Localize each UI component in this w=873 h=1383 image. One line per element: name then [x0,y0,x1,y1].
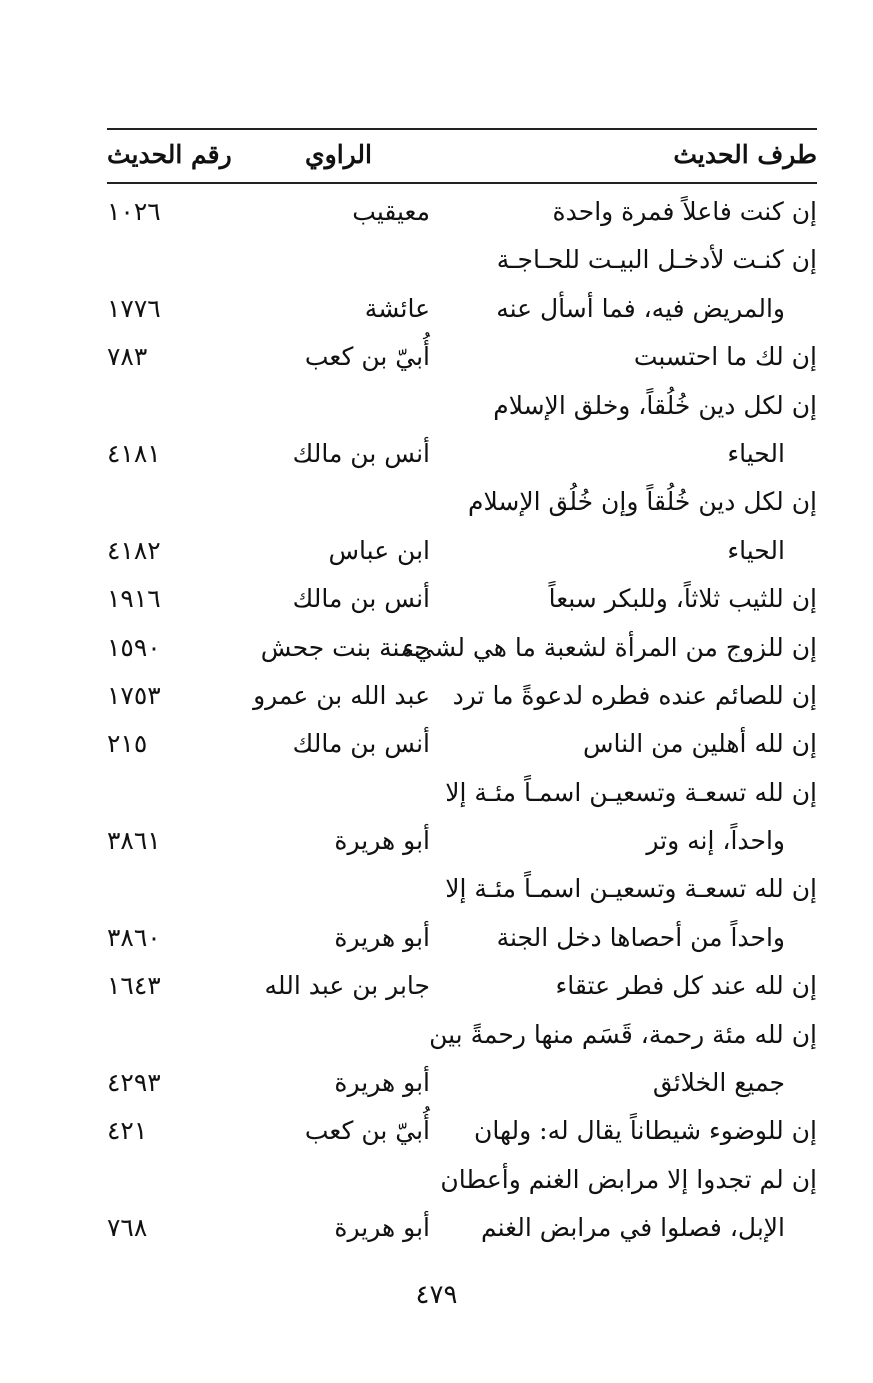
column-header-narrator: الراوي [305,140,372,169]
hadith-number: ١٥٩٠ [107,632,161,662]
hadith-number: ٤١٨٢ [107,535,161,565]
narrator-name: أنس بن مالك [292,438,430,468]
hadith-number: ١٧٥٣ [107,680,161,710]
hadith-number: ٤٢١ [107,1116,148,1146]
table-row [107,435,817,483]
hadith-text: والمريض فيه، فما أسأل عنه [496,293,785,323]
hadith-text: واحداً، إنه وتر [646,826,785,856]
table-row [107,677,817,725]
narrator-name: عائشة [364,293,430,323]
narrator-name: أُبيّ بن كعب [304,342,430,372]
narrator-name: أُبيّ بن كعب [304,1116,430,1146]
table-row [107,483,817,531]
table-row [107,580,817,628]
table-row [107,532,817,580]
hadith-text: الحياء [727,535,785,565]
hadith-text: إن للثيب ثلاثاً، وللبكر سبعاً [548,584,817,614]
narrator-name: أبو هريرة [334,922,430,952]
hadith-number: ١٦٤٣ [107,971,161,1001]
hadith-text: جميع الخلائق [652,1068,785,1098]
table-row [107,822,817,870]
hadith-text: إن لله مئة رحمة، قَسَم منها رحمةً بين [429,1019,817,1049]
table-row [107,725,817,773]
narrator-name: أنس بن مالك [292,584,430,614]
hadith-number: ٤٢٩٣ [107,1068,161,1098]
table-header [107,128,817,184]
table-row [107,338,817,386]
hadith-number: ٣٨٦١ [107,826,161,856]
narrator-name: أبو هريرة [334,1068,430,1098]
hadith-text: إن لله تسعـة وتسعيـن اسمـاً مئـة إلا [445,874,817,904]
narrator-name: حمنة بنت جحش [260,632,430,662]
table-row [107,967,817,1015]
table-row [107,241,817,289]
hadith-text: إن كنـت لأدخـل البيـت للحـاجـة [496,245,817,275]
narrator-name: ابن عباس [328,535,430,565]
hadith-index-table [107,193,817,1258]
hadith-number: ٣٨٦٠ [107,922,161,952]
narrator-name: معيقيب [352,197,430,226]
hadith-text: إن لله عند كل فطر عتقاء [555,971,817,1001]
column-header-hadith: طرف الحديث [673,140,817,169]
table-row [107,919,817,967]
hadith-number: ١٠٢٦ [107,197,161,226]
hadith-text: إن للوضوء شيطاناً يقال له: ولهان [474,1116,817,1146]
table-row [107,1064,817,1112]
hadith-text: الحياء [727,438,785,468]
hadith-number: ٤١٨١ [107,438,161,468]
narrator-name: أنس بن مالك [292,729,430,759]
hadith-text: إن لكل دين خُلُقاً وإن خُلُق الإسلام [468,487,817,517]
page-number: ٤٧٩ [415,1280,458,1310]
table-row [107,387,817,435]
hadith-number: ٧٨٣ [107,342,148,372]
table-row [107,1016,817,1064]
hadith-text: إن لم تجدوا إلا مرابض الغنم وأعطان [440,1164,817,1194]
table-row [107,870,817,918]
table-row [107,1209,817,1257]
table-row [107,774,817,822]
column-header-number: رقم الحديث [107,140,232,169]
narrator-name: عبد الله بن عمرو [253,680,430,710]
table-row [107,193,817,241]
hadith-number: ١٩١٦ [107,584,161,614]
table-row [107,629,817,677]
narrator-name: جابر بن عبد الله [264,971,430,1001]
table-row [107,1161,817,1209]
hadith-text: واحداً من أحصاها دخل الجنة [496,922,785,952]
hadith-text: إن لله تسعـة وتسعيـن اسمـاً مئـة إلا [445,777,817,807]
hadith-text: إن لله أهلين من الناس [582,729,817,759]
hadith-number: ١٧٧٦ [107,293,161,323]
hadith-text: إن للزوج من المرأة لشعبة ما هي لشيء [402,632,817,662]
hadith-text: الإبل، فصلوا في مرابض الغنم [480,1213,785,1243]
hadith-text: إن لكل دين خُلُقاً، وخلق الإسلام [493,390,817,420]
hadith-number: ٧٦٨ [107,1213,148,1243]
narrator-name: أبو هريرة [334,826,430,856]
table-row [107,1112,817,1160]
hadith-text: إن للصائم عنده فطره لدعوةً ما ترد [452,680,817,710]
table-row [107,290,817,338]
hadith-number: ٢١٥ [107,729,148,759]
narrator-name: أبو هريرة [334,1213,430,1243]
hadith-text: إن لك ما احتسبت [633,342,817,372]
hadith-text: إن كنت فاعلاً فمرة واحدة [552,197,817,226]
